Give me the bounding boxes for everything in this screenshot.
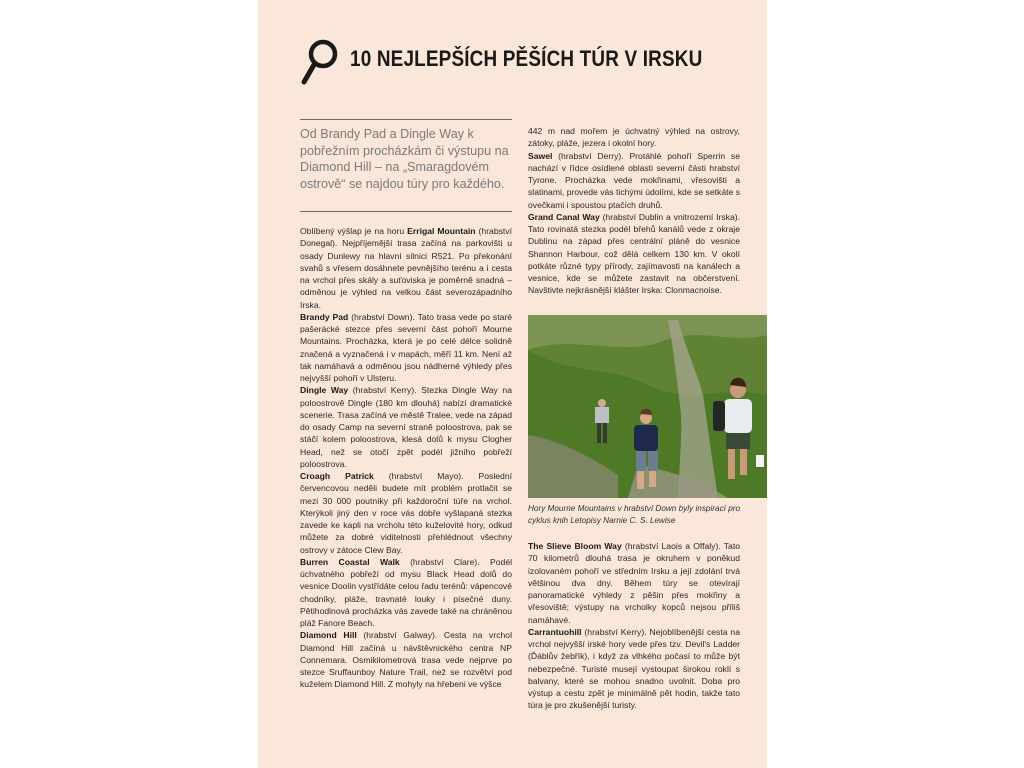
entry-name: Carrantuohill xyxy=(528,626,582,637)
page-title: 10 NEJLEPŠÍCH PĚŠÍCH TÚR V IRSKU xyxy=(350,46,703,71)
entry-paragraph: Burren Coastal Walk (hrabství Clare). Podél úchvatného pobřeží od mysu Black Head dolů do vesnice Doolin vystřídáte celou řadu terénů: vápencové chodníky, pláže, travnaté louky i písečné duny. Pětihodinová procházka vás zavede také na chráněnou pláž Fanore Beach. xyxy=(300,556,513,628)
magnifier-icon xyxy=(300,38,340,86)
entry-paragraph: Carrantuohill (hrabství Kerry). Nejoblíbenější cesta na vrchol nejvyšší irské hory vede přes tzv. Devil's Ladder (Ďáblův žebřík), i když za vlhkého počasí to může být nebezpečné. Turisté musejí vystoupat širokou roklí s balvany, které se mohou snadno uvolnit. Doba pro výstup a cestu zpět je minimálně pět hodin, takže tato túra je pro zkušenější turisty. xyxy=(528,626,740,711)
entry-name: Grand Canal Way xyxy=(528,211,600,222)
page-header xyxy=(300,36,760,86)
entry-paragraph: Dingle Way (hrabství Kerry). Stezka Dingle Way na poloostrově Dingle (180 km dlouhá) nabízí dramatické scenerie. Trasa začíná ve městě Tralee, vede na západ do osady Camp na severní straně poloostrova, pak se stáčí kolem poloostrova, klesá dolů k mysu Clogher Head, než se otočí zpět podél jižního pobřeží poloostrova. xyxy=(300,385,512,469)
continuation-paragraph: 442 m nad mořem je úchvatný výhled na ostrovy, zátoky, pláže, jezera i okolní hory. xyxy=(528,126,740,149)
entry-name: Sawel xyxy=(528,150,553,161)
lead-top-rule xyxy=(300,119,512,120)
column-right-bottom xyxy=(528,540,740,712)
entry-paragraph: Grand Canal Way (hrabství Dublin a vnitrozemí Irska). Tato rovinatá stezka podél břehů kanálů vede z okraje Dublinu na západ přes centrální pláně do vesnice Shannon Harbour, což dělá celkem 130 km. V okolí potkáte různé typy přírody, zajímavosti na kanálech a vesnice, kde se můžete zastavit na občerstvení. Navštivte nejkrásnější klášter Irska: Clonmacnoise. xyxy=(528,211,740,296)
book-page xyxy=(258,0,767,768)
lead-bottom-rule xyxy=(300,211,512,212)
intro-paragraph: Oblíbený výšlap je na horu Errigal Mountain (hrabství Donegal). Nejpříjemější trasa začíná na parkovišti u osady Dunlewy na hlavní silnici R521. Po překonání svahů s vřesem dosáhnete pevnějšího terénu a i cesta na vrchol přes skály a suťoviska je poměrně snadná – odměnou je výhled na velkou část severozápadního Irska. xyxy=(300,226,512,310)
lead-paragraph: Od Brandy Pad a Dingle Way k pobřežním procházkám či výstupu na Diamond Hill – na „Smaragdovém ostrově“ se najdou túry pro každého. xyxy=(300,127,509,191)
entry-name: Errigal Mountain xyxy=(407,226,476,236)
photo-caption: Hory Mourne Mountains v hrabství Down byly inspirací pro cyklus knih Letopisy Narnie C. S. Lewise xyxy=(528,504,741,525)
entry-name: Burren Coastal Walk xyxy=(300,556,400,567)
entry-name: Diamond Hill xyxy=(300,630,357,641)
entry-name: Brandy Pad xyxy=(300,311,349,322)
column-left xyxy=(300,225,512,691)
entry-paragraph: The Slieve Bloom Way (hrabství Laois a Offaly). Tato 70 kilometrů dlouhá trasa je okruhem v poněkud izolovaném pohoří ve středním Irsku a její zdolání trvá většinou dva dny. Během túry se otevírají panoramatické výhledy z pěšin přes mokřiny a vřesoviště; výstupy na vrcholky kopců nejsou příliš namáhavé. xyxy=(528,541,740,625)
entry-paragraph: Sawel (hrabství Derry). Protáhlé pohoří Sperrin se nachází v řídce osídlené oblasti severní části hrabství Tyrone. Procházka vede mokřinami, vřesovišti a slatinami, provede vás tichými údolími, kde se setkáte s ovečkami i spoustou ptačích druhů. xyxy=(528,150,740,210)
entry-name: Croagh Patrick xyxy=(300,471,374,481)
entry-name: Dingle Way xyxy=(300,385,349,396)
entry-paragraph: Diamond Hill (hrabství Galway). Cesta na vrchol Diamond Hill začíná u návštěvnického centra NP Connemara. Osmikilometrová trasa vede nejprve po stezce Sruffaunboy Nature Trail, než se rozvětví pod kuželem Diamond Hill. Z mohyly na hřebeni ve výšce xyxy=(300,630,512,690)
column-right-top xyxy=(528,125,740,297)
hikers-photo xyxy=(528,315,767,498)
entry-paragraph: Croagh Patrick (hrabství Mayo). Poslední červencovou neděli budete mít problém protlačit se mezi 30 000 poutníky při každoroční túře na vrchol. Kterýkoli jiný den v roce vás dobře vyšlapaná stezka zavede ke kapli na vrcholu této kuželovité hory, odkud můžete za dobré viditelnosti přehlédnout všechny ostrovy v zátoce Clew Bay. xyxy=(300,471,512,555)
entry-paragraph: Brandy Pad (hrabství Down). Tato trasa vede po staré pašerácké stezce přes severní část pohoří Mourne Mountains. Procházka, která je po celé délce solidně značená a vyznačená i v mapách, měří 11 km. Není až tak namáhavá a odměnou jsou nádherné výhledy přes nejvyšší pohoří v Ulsteru. xyxy=(300,311,512,383)
entry-name: The Slieve Bloom Way xyxy=(528,541,622,551)
